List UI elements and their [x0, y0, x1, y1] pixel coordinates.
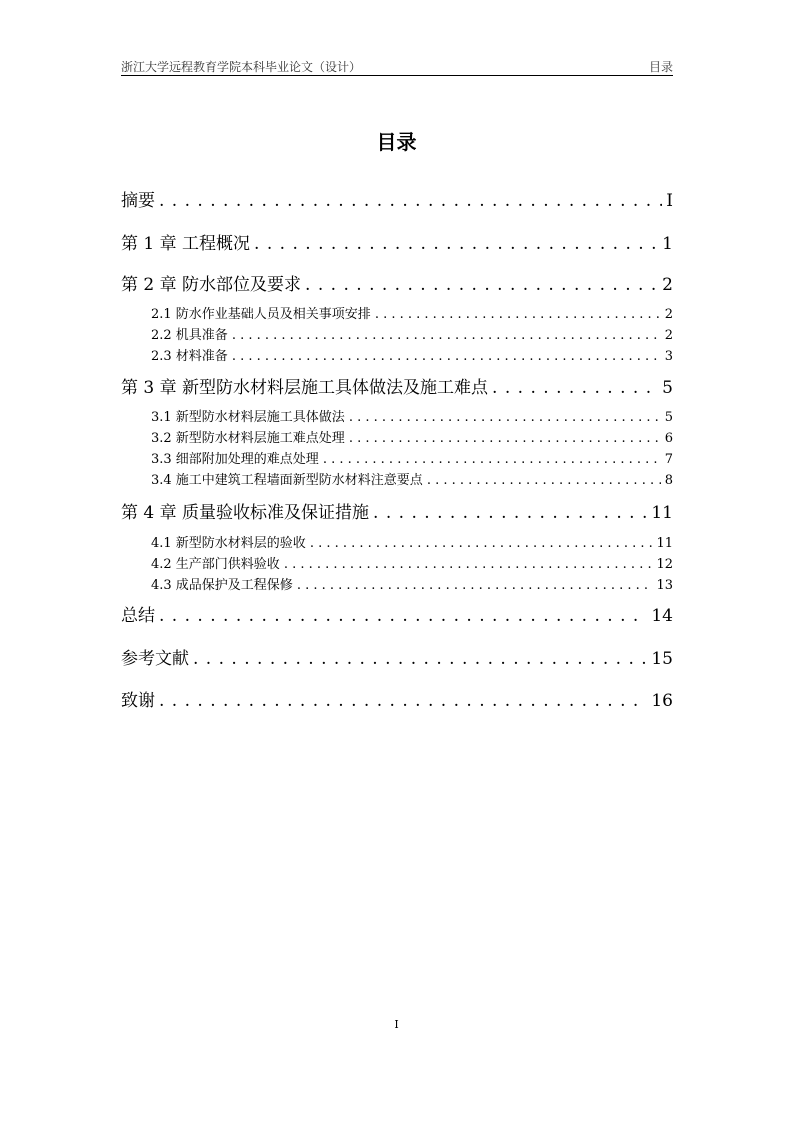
header-thesis-title: 浙江大学远程教育学院本科毕业论文（设计） [121, 60, 362, 74]
toc-dot-leader [284, 557, 653, 572]
toc-entry-acknowledgements[interactable] [121, 686, 673, 710]
toc-dot-leader [305, 275, 658, 295]
page-title: 目录 [376, 130, 417, 154]
toc-entry-page: 5 [664, 410, 673, 425]
toc-entry-label: 2.2 机具准备 [151, 328, 228, 343]
toc-entry-page: 8 [664, 473, 673, 488]
toc-dot-leader [310, 536, 653, 551]
toc-entry-label: 摘要 [121, 191, 155, 211]
toc-entry-page: 1 [662, 234, 673, 254]
toc-entry-chapter-3[interactable] [121, 373, 673, 397]
toc-entry-label: 致谢 [121, 691, 155, 711]
toc-dot-leader [492, 378, 658, 398]
toc-dot-leader [254, 234, 658, 254]
toc-entry-label: 3.1 新型防水材料层施工具体做法 [151, 410, 345, 425]
toc-entry-conclusion[interactable] [121, 601, 673, 625]
toc-entry-section-3-1[interactable] [151, 406, 673, 424]
toc-entry-page: 16 [651, 691, 673, 711]
toc-entry-label: 4.2 生产部门供料验收 [151, 557, 280, 572]
toc-entry-label: 第 4 章 质量验收标准及保证措施 [121, 503, 370, 523]
toc-entry-label: 4.3 成品保护及工程保修 [151, 578, 293, 593]
header-rule [121, 75, 673, 76]
page-number: I [394, 1018, 399, 1031]
toc-entry-chapter-2[interactable] [121, 270, 673, 294]
toc-dot-leader [323, 452, 661, 467]
toc-entry-page: 14 [651, 606, 673, 626]
toc-entry-label: 3.4 施工中建筑工程墙面新型防水材料注意要点 [151, 473, 423, 488]
toc-entry-page: 7 [664, 452, 673, 467]
toc-entry-section-2-1[interactable] [151, 303, 673, 321]
toc-entry-page: 11 [656, 536, 673, 551]
toc-dot-leader [349, 431, 661, 446]
toc-entry-label: 3.3 细部附加处理的难点处理 [151, 452, 319, 467]
toc-entry-page: 5 [662, 378, 673, 398]
toc-dot-leader [159, 691, 647, 711]
toc-entry-page: I [666, 191, 673, 211]
toc-entry-page: 2 [662, 275, 673, 295]
toc-dot-leader [159, 606, 647, 626]
toc-entry-page: 2 [664, 328, 673, 343]
toc-entry-page: 12 [656, 557, 673, 572]
toc-entry-label: 第 3 章 新型防水材料层施工具体做法及施工难点 [121, 378, 489, 398]
toc-dot-leader [159, 191, 662, 211]
toc-entry-page: 13 [656, 578, 673, 593]
toc-entry-chapter-4[interactable] [121, 498, 673, 522]
toc-entry-section-2-3[interactable] [151, 345, 673, 363]
toc-entry-label: 第 1 章 工程概况 [121, 234, 251, 254]
toc-entry-label: 4.1 新型防水材料层的验收 [151, 536, 306, 551]
toc-entry-section-3-3[interactable] [151, 448, 673, 466]
toc-entry-abstract[interactable] [121, 186, 673, 210]
toc-dot-leader [427, 473, 661, 488]
toc-dot-leader [297, 578, 653, 593]
toc-entry-references[interactable] [121, 644, 673, 668]
toc-dot-leader [193, 649, 647, 669]
toc-entry-page: 11 [651, 503, 673, 523]
toc-entry-section-3-4[interactable] [151, 469, 673, 487]
header-section-name: 目录 [648, 60, 673, 74]
toc-entry-page: 2 [664, 307, 673, 322]
toc-entry-chapter-1[interactable] [121, 229, 673, 253]
toc-entry-page: 15 [651, 649, 673, 669]
toc-entry-section-4-2[interactable] [151, 553, 673, 571]
toc-entry-page: 3 [664, 349, 673, 364]
toc-entry-label: 2.3 材料准备 [151, 349, 228, 364]
toc-dot-leader [232, 328, 661, 343]
running-header [121, 58, 673, 76]
toc-entry-label: 2.1 防水作业基础人员及相关事项安排 [151, 307, 371, 322]
toc-entry-section-2-2[interactable] [151, 324, 673, 342]
toc-dot-leader [373, 503, 647, 523]
toc-entry-label: 3.2 新型防水材料层施工难点处理 [151, 431, 345, 446]
toc-dot-leader [232, 349, 661, 364]
toc-entry-section-4-3[interactable] [151, 574, 673, 592]
toc-dot-leader [375, 307, 661, 322]
toc-entry-label: 第 2 章 防水部位及要求 [121, 275, 302, 295]
toc-dot-leader [349, 410, 661, 425]
toc-entry-section-3-2[interactable] [151, 427, 673, 445]
toc-entry-label: 参考文献 [121, 649, 189, 669]
toc-entry-page: 6 [664, 431, 673, 446]
toc-entry-section-4-1[interactable] [151, 532, 673, 550]
toc-entry-label: 总结 [121, 606, 155, 626]
